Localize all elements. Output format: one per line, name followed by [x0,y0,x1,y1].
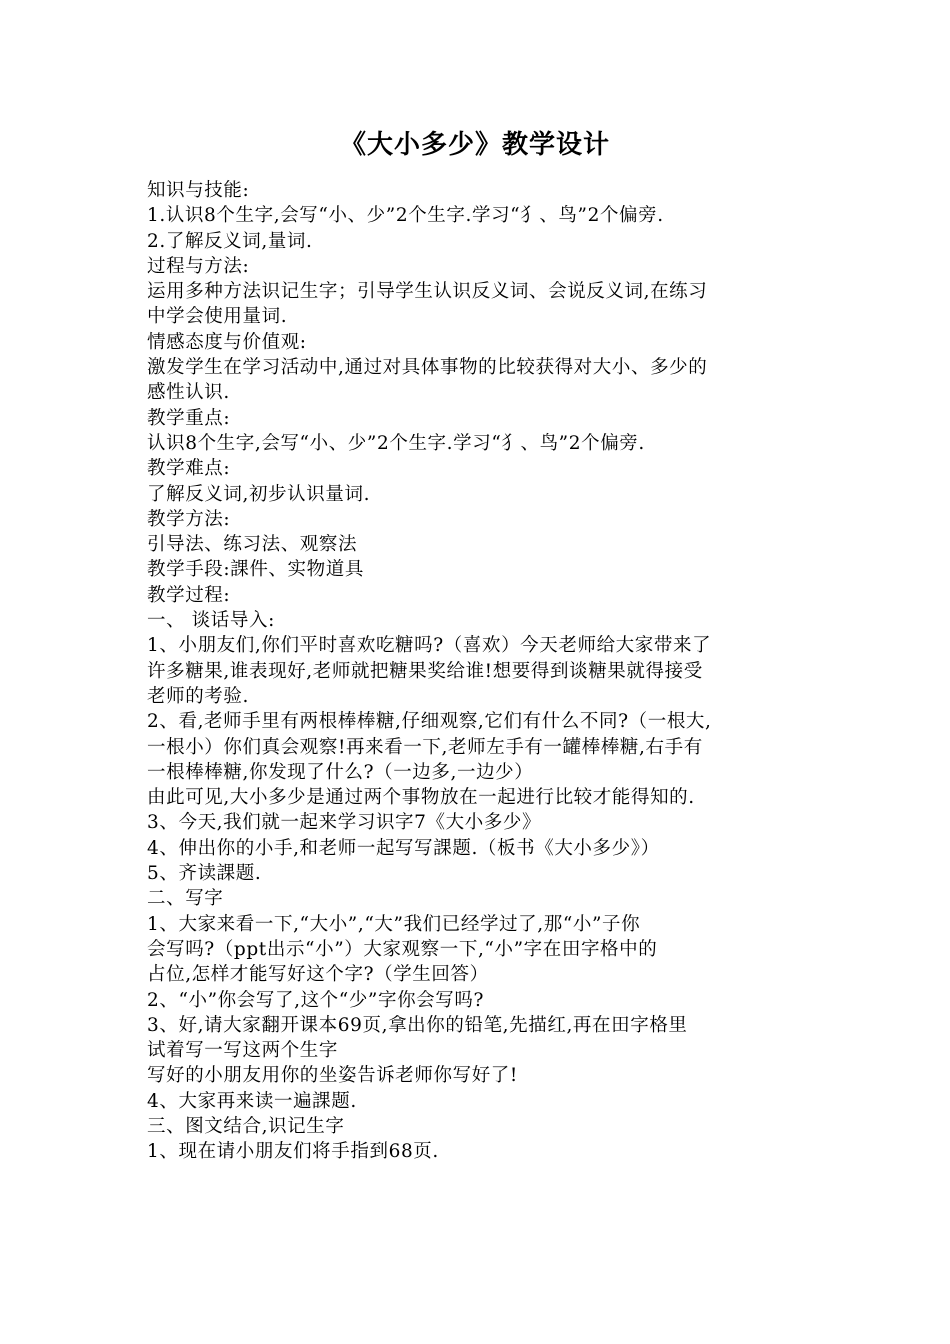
document-line: 教学重点: [147,407,231,429]
document-line: 情感态度与价值观: [147,331,307,353]
document-line: 知识与技能: [147,180,250,201]
document-line: 2、“小”你会写了,这个“少”字你会写吗? [147,989,485,1011]
document-line: 中学会使用量词. [147,306,288,328]
document-line: 一根小）你们真会观察!再来看一下,老师左手有一罐棒棒糖,右手有 [147,736,703,758]
document-line: 了解反义词,初步认识量词. [147,483,371,505]
document-line: 一、 谈话导入: [147,610,275,632]
document-line: 1.认识8个生字,会写“小、少”2个生字.学习“犭、鸟”2个偏旁. [147,205,664,227]
document-line: 认识8个生字,会写“小、少”2个生字.学习“犭、鸟”2个偏旁. [147,432,645,454]
document-line: 引导法、练习法、观察法 [147,534,358,556]
document-line: 过程与方法: [147,255,250,277]
document-line: 教学难点: [147,458,231,480]
document-line: 3、今天,我们就一起来学习识字7《大小多少》 [147,812,542,834]
document-line: 试着写一写这两个生字 [147,1040,339,1062]
document-line: 教学手段:課件、实物道具 [147,559,364,581]
document-line: 写好的小朋友用你的坐姿告诉老师你写好了! [147,1065,518,1087]
document-line: 2、看,老师手里有两根棒棒糖,仔细观察,它们有什么不同?（一根大, [147,711,712,733]
document-line: 一根棒棒糖,你发现了什么?（一边多,一边少） [147,761,534,783]
document-line: 三、图文结合,识记生字 [147,1115,345,1137]
document-line: 4、大家再来读一遍課题. [147,1090,357,1112]
document-line: 占位,怎样才能写好这个字?（学生回答） [147,964,489,986]
document-line: 2.了解反义词,量词. [147,230,313,252]
document-title: 《大小多少》教学设计 [339,130,610,160]
document-body [147,178,812,1165]
document-line: 教学方法: [147,508,231,530]
document-line: 运用多种方法识记生字；引导学生认识反义词、会说反义词,在练习 [147,281,708,303]
document-line: 1、大家来看一下,“大小”,“大”我们已经学过了,那“小”子你 [147,913,641,935]
document-line: 1、小朋友们,你们平时喜欢吃糖吗?（喜欢）今天老师给大家带来了 [147,635,712,657]
document-line: 二、写字 [147,888,224,910]
document-line: 1、现在请小朋友们将手指到68页. [147,1141,439,1163]
document-line: 激发学生在学习活动中,通过对具体事物的比较获得对大小、多少的 [147,357,708,379]
document-line: 3、好,请大家翻开课本69页,拿出你的铅笔,先描红,再在田字格里 [147,1014,688,1036]
document-line: 老师的考验. [147,685,249,707]
document-line: 许多糖果,谁表现好,老师就把糖果奖给谁!想要得到谈糖果就得接受 [147,660,703,682]
document-line: 感性认识. [147,382,230,404]
document-line: 5、齐读課题. [147,863,262,885]
document-line: 由此可见,大小多少是通过两个事物放在一起进行比较才能得知的. [147,787,695,809]
document-line: 4、伸出你的小手,和老师一起写写課题.（板书《大小多少》） [147,837,660,859]
document-line: 会写吗?（ppt出示“小”）大家观察一下,“小”字在田字格中的 [147,938,658,960]
document-line: 教学过程: [147,584,231,606]
